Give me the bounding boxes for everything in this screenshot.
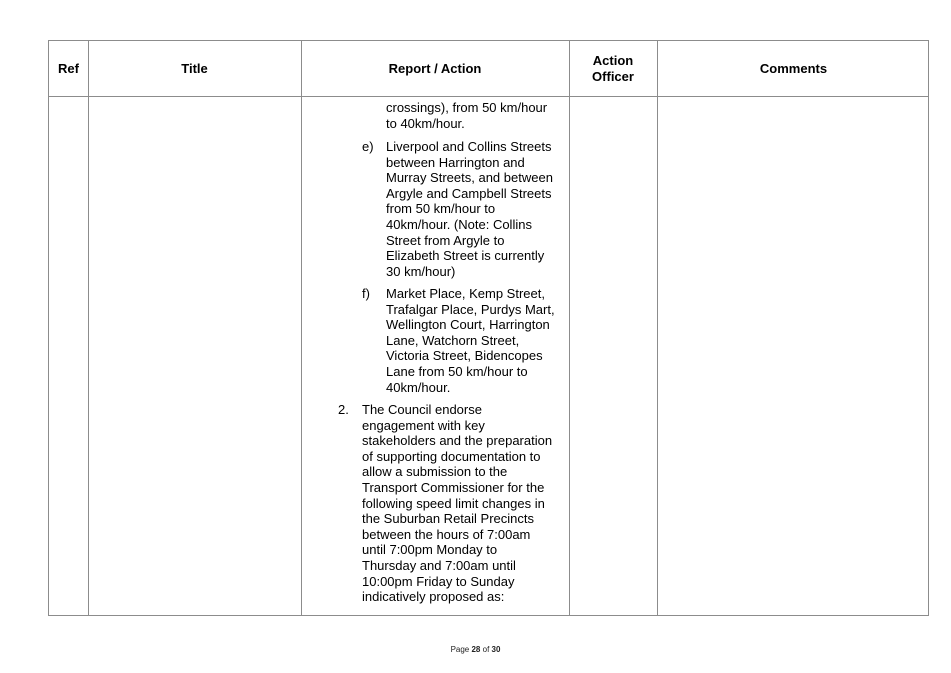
text-line: Murray Streets, and between bbox=[386, 170, 553, 186]
text-line: stakeholders and the preparation bbox=[362, 433, 553, 449]
header-divider bbox=[49, 96, 928, 97]
text-line: Lane, Watchorn Street, bbox=[386, 332, 520, 348]
text-line: until 7:00pm Monday to bbox=[362, 542, 498, 558]
text-line: The Council endorse bbox=[362, 402, 482, 417]
page-number-current: 28 bbox=[471, 645, 481, 654]
text-line: 30 km/hour) bbox=[386, 263, 456, 279]
text-line: allow a submission to the bbox=[362, 464, 508, 480]
list-item-f bbox=[386, 286, 555, 395]
list-marker-e: e) bbox=[362, 139, 374, 154]
header-action-officer-line2: Officer bbox=[592, 68, 634, 84]
header-report-action: Report / Action bbox=[388, 60, 482, 76]
list-marker-2: 2. bbox=[338, 402, 349, 417]
text-line: Elizabeth Street is currently bbox=[386, 248, 545, 264]
text-line: Wellington Court, Harrington bbox=[386, 317, 550, 333]
page-label: Page bbox=[450, 645, 470, 654]
text-line: 10:00pm Friday to Sunday bbox=[362, 573, 515, 589]
text-line: between the hours of 7:00am bbox=[362, 526, 531, 542]
text-line: Lane from 50 km/hour to bbox=[386, 363, 528, 379]
text-line: Thursday and 7:00am until bbox=[362, 557, 516, 573]
text-line: 40km/hour. bbox=[386, 379, 451, 395]
text-line: indicatively proposed as: bbox=[362, 589, 505, 605]
text-line: Argyle and Campbell Streets bbox=[386, 185, 552, 201]
column-divider bbox=[657, 41, 658, 615]
page-number-total: 30 bbox=[491, 645, 501, 654]
list-marker-f: f) bbox=[362, 286, 370, 301]
text-line: of supporting documentation to bbox=[362, 448, 541, 464]
text-line: Trafalgar Place, Purdys Mart, bbox=[386, 301, 555, 317]
header-title: Title bbox=[181, 60, 208, 76]
column-divider bbox=[301, 41, 302, 615]
text-line: Liverpool and Collins Streets bbox=[386, 139, 552, 154]
text-line: 40km/hour. (Note: Collins bbox=[386, 216, 532, 232]
list-item-2 bbox=[362, 402, 552, 605]
page-of-label: of bbox=[482, 645, 490, 654]
text-line: to 40km/hour. bbox=[386, 115, 465, 131]
text-line: from 50 km/hour to bbox=[386, 201, 496, 217]
text-line: Street from Argyle to bbox=[386, 232, 505, 248]
page-footer bbox=[0, 645, 951, 654]
text-line: Victoria Street, Bidencopes bbox=[386, 348, 543, 364]
list-item-e bbox=[386, 139, 553, 279]
text-line: between Harrington and bbox=[386, 154, 525, 170]
header-action-officer-line1: Action bbox=[592, 52, 634, 68]
header-ref: Ref bbox=[58, 60, 79, 76]
text-line: Market Place, Kemp Street, bbox=[386, 286, 545, 301]
text-line: engagement with key bbox=[362, 417, 485, 433]
text-line: the Suburban Retail Precincts bbox=[362, 511, 534, 527]
column-divider bbox=[88, 41, 89, 615]
text-line: following speed limit changes in bbox=[362, 495, 545, 511]
column-divider bbox=[569, 41, 570, 615]
text-line: crossings), from 50 km/hour bbox=[386, 100, 548, 115]
header-comments: Comments bbox=[759, 60, 828, 76]
text-line: Transport Commissioner for the bbox=[362, 479, 545, 495]
header-action-officer bbox=[569, 41, 657, 96]
continuation-text bbox=[386, 100, 547, 131]
